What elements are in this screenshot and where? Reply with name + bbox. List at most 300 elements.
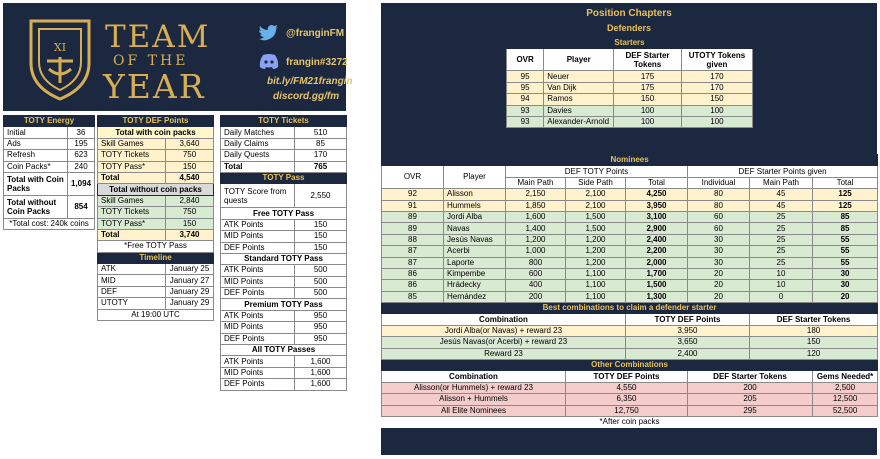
def-points-without-title: Total without coin packs [98,184,214,195]
best-combo: Reward 23 [382,348,626,359]
nominee-ovr: 87 [382,246,444,257]
def-without-value: 750 [166,207,214,218]
starter-player: Alexander-Arnold [544,116,614,127]
starter-tokens: 150 [614,94,682,105]
timeline-row [98,286,214,297]
energy-row [4,138,95,149]
timeline-row [98,264,214,275]
pass-row-label: DEF Points [221,242,295,253]
nominee-ovr: 87 [382,257,444,268]
pass-row [221,288,347,299]
twitter-icon [259,25,279,41]
pass-row-label: DEF Points [221,333,295,344]
pass-score-value: 2,550 [295,184,347,208]
def-without-label: TOTY Pass* [98,218,166,229]
nominee-indiv: 30 [688,246,750,257]
nominee-stotal: 30 [813,268,878,279]
nominee-indiv: 60 [688,211,750,222]
def-without-total-value: 3,740 [166,229,214,240]
nominee-side: 1,500 [566,211,626,222]
def-with-total-label: Total [98,172,166,183]
nominee-row [382,257,878,268]
nominee-side: 1,200 [566,257,626,268]
tickets-row [221,127,347,138]
starter-utoty: 150 [681,94,752,105]
nominee-total: 3,100 [626,211,688,222]
nominee-col-starter-total: Total [813,177,878,188]
pass-section-title: Premium TOTY Pass [221,299,347,310]
best-combo: Jordi Alba(or Navas) + reward 23 [382,325,626,336]
nominee-side: 1,100 [566,291,626,302]
nominee-col-individual: Individual [688,177,750,188]
pass-row-label: MID Points [221,231,295,242]
energy-total-without-value: 854 [68,195,95,218]
energy-label: Initial [4,127,68,138]
pass-row-value: 150 [295,242,347,253]
timeline-label: DEF [98,286,166,297]
toty-shield-logo [27,17,93,101]
twitter-handle[interactable]: @franginFM [286,28,345,39]
nominee-row [382,234,878,245]
def-without-row [98,218,214,229]
def-without-value: 150 [166,218,214,229]
starter-row [507,105,753,116]
toty-tickets-pass-table [220,115,347,391]
tickets-title: TOTY Tickets [221,116,347,127]
nominee-indiv: 20 [688,280,750,291]
other-points: 6,350 [566,394,688,405]
starter-row [507,82,753,93]
nominee-player: Hummels [444,200,506,211]
nominee-side: 2,100 [566,200,626,211]
tickets-value: 170 [295,150,347,161]
nominee-indiv: 20 [688,268,750,279]
nominees-title: Nominees [382,155,878,166]
nominee-main: 2,150 [506,189,566,200]
nominee-side: 1,500 [566,223,626,234]
nominee-stotal: 125 [813,189,878,200]
other-combo-row [382,405,878,416]
def-with-value: 3,640 [166,138,214,149]
pass-row-value: 150 [295,219,347,230]
nominee-stotal: 55 [813,234,878,245]
nominee-col-main-path: Main Path [506,177,566,188]
energy-row [4,161,95,172]
best-points: 2,400 [626,348,750,359]
nominee-stotal: 85 [813,223,878,234]
energy-note: *Total cost: 240k coins [4,218,95,229]
starter-utoty: 100 [681,116,752,127]
nominee-player: Laporte [444,257,506,268]
nominee-indiv: 60 [688,223,750,234]
def-without-row [98,207,214,218]
nominee-main: 1,600 [506,211,566,222]
nominee-row [382,291,878,302]
starter-tokens: 100 [614,105,682,116]
nominee-main: 1,400 [506,223,566,234]
best-combo-row [382,325,878,336]
other-title: Other Combinations [382,360,878,371]
nominee-smain: 25 [750,223,813,234]
toty-energy-table [3,115,95,230]
nominee-ovr: 85 [382,291,444,302]
chapters-subtitle: Defenders [606,23,651,33]
nominee-stotal: 55 [813,257,878,268]
starter-ovr: 95 [507,82,544,93]
tickets-row [221,138,347,149]
starters-col-header: UTOTY Tokens given [681,49,752,71]
pass-row [221,379,347,390]
nominee-stotal: 20 [813,291,878,302]
nominee-indiv: 80 [688,189,750,200]
nominee-player: Hernández [444,291,506,302]
pass-row [221,219,347,230]
tickets-total-label: Total [221,161,295,172]
nominee-main: 400 [506,280,566,291]
timeline-value: January 29 [166,286,214,297]
pass-row-label: MID Points [221,322,295,333]
nominee-main: 200 [506,291,566,302]
discord-handle[interactable]: frangin#3272 [286,57,348,68]
nominee-ovr: 88 [382,234,444,245]
nominee-ovr: 86 [382,280,444,291]
def-with-value: 750 [166,150,214,161]
svg-text:XI: XI [53,41,67,54]
starter-tokens: 175 [614,82,682,93]
pass-row-value: 950 [295,333,347,344]
pass-row-value: 500 [295,265,347,276]
starter-row [507,94,753,105]
other-tokens: 295 [688,405,813,416]
energy-row [4,127,95,138]
other-col-tokens: DEF Starter Tokens [688,371,813,382]
discord-invite-link[interactable]: discord.gg/fm [273,91,340,102]
toty-def-points-table [97,115,214,321]
pass-row-value: 950 [295,310,347,321]
best-combo: Jesús Navas(or Acerbi) + reward 23 [382,337,626,348]
nominee-total: 2,200 [626,246,688,257]
starter-ovr: 95 [507,71,544,82]
nominee-player: Hrádecky [444,280,506,291]
nominee-group-starter-points: DEF Starter Points given [688,166,878,177]
nominee-player: Acerbi [444,246,506,257]
nominee-main: 1,850 [506,200,566,211]
pass-row-value: 150 [295,231,347,242]
other-gems: 52,500 [813,405,878,416]
pass-row-label: ATK Points [221,219,295,230]
starter-player: Van Dijk [544,82,614,93]
pass-row-label: DEF Points [221,288,295,299]
best-col-points: TOTY DEF Points [626,314,750,325]
other-col-combination: Combination [382,371,566,382]
toty-energy-title: TOTY Energy [4,116,95,127]
nominee-col-side-path: Side Path [566,177,626,188]
nominee-stotal: 85 [813,211,878,222]
nominee-smain: 10 [750,280,813,291]
starter-player: Neuer [544,71,614,82]
starter-tokens: 100 [614,116,682,127]
tickets-value: 85 [295,138,347,149]
def-with-row [98,161,214,172]
pass-row [221,265,347,276]
nominee-indiv: 30 [688,257,750,268]
def-with-value: 150 [166,161,214,172]
banner-title-of-the: OF THE [113,53,189,69]
pass-row-label: MID Points [221,276,295,287]
nominee-side: 1,100 [566,268,626,279]
nominee-smain: 25 [750,234,813,245]
nominee-smain: 45 [750,200,813,211]
other-combo: Alisson + Hummels [382,394,566,405]
nominee-total: 3,950 [626,200,688,211]
pass-title: TOTY Pass [221,172,347,183]
other-col-gems: Gems Needed* [813,371,878,382]
nominee-side: 2,100 [566,189,626,200]
nominee-smain: 10 [750,268,813,279]
other-points: 12,750 [566,405,688,416]
energy-value: 623 [68,150,95,161]
nominee-smain: 45 [750,189,813,200]
pass-row [221,310,347,321]
nominee-player: Alisson [444,189,506,200]
starter-player: Davies [544,105,614,116]
tickets-value: 510 [295,127,347,138]
def-with-label: Skill Games [98,138,166,149]
other-col-points: TOTY DEF Points [566,371,688,382]
pass-row-label: DEF Points [221,379,295,390]
timeline-row [98,275,214,286]
pass-row [221,367,347,378]
starters-table [506,37,753,128]
tickets-label: Daily Matches [221,127,295,138]
nominee-row [382,246,878,257]
nominee-indiv: 30 [688,234,750,245]
starter-utoty: 170 [681,82,752,93]
nominee-smain: 25 [750,211,813,222]
other-combo: All Elite Nominees [382,405,566,416]
nominee-side: 1,100 [566,280,626,291]
nominee-player: Jordi Alba [444,211,506,222]
nominee-total: 4,250 [626,189,688,200]
nominee-ovr: 91 [382,200,444,211]
nominee-total: 2,000 [626,257,688,268]
timeline-label: UTOTY [98,298,166,309]
def-points-with-title: Total with coin packs [98,127,214,138]
starters-title: Starters [507,38,753,49]
def-without-value: 2,840 [166,195,214,206]
starter-ovr: 94 [507,94,544,105]
nominee-side: 1,200 [566,246,626,257]
pass-row-value: 1,600 [295,379,347,390]
starter-row [507,116,753,127]
starter-utoty: 170 [681,71,752,82]
other-combo-row [382,382,878,393]
nominee-main: 800 [506,257,566,268]
nominee-stotal: 55 [813,246,878,257]
pass-row [221,276,347,287]
nominee-row [382,211,878,222]
def-with-row [98,150,214,161]
nominees-table [381,154,878,428]
chapters-footnote: *After coin packs [382,416,878,427]
nominee-row [382,280,878,291]
pass-row-value: 500 [295,276,347,287]
energy-value: 36 [68,127,95,138]
discord-icon [259,54,279,70]
nominee-player: Navas [444,223,506,234]
nominee-indiv: 80 [688,200,750,211]
nominee-player: Jesús Navas [444,234,506,245]
best-combo-row [382,337,878,348]
nominee-smain: 0 [750,291,813,302]
nominee-total: 1,700 [626,268,688,279]
energy-total-with-value: 1,094 [68,172,95,195]
best-points: 3,650 [626,337,750,348]
other-tokens: 205 [688,394,813,405]
toty-banner [3,3,353,111]
banner-title-team: TEAM [105,19,211,55]
starters-col-header: OVR [507,49,544,71]
pass-section-title: Standard TOTY Pass [221,253,347,264]
timeline-label: MID [98,275,166,286]
nominee-total: 1,300 [626,291,688,302]
other-combo-row [382,394,878,405]
nominee-col-ovr: OVR [382,166,444,189]
nominee-stotal: 30 [813,280,878,291]
best-points: 3,950 [626,325,750,336]
pass-row-label: ATK Points [221,356,295,367]
def-with-label: TOTY Pass* [98,161,166,172]
tickets-total-value: 765 [295,161,347,172]
pass-row [221,356,347,367]
def-with-row [98,138,214,149]
other-points: 4,550 [566,382,688,393]
pass-section-title: Free TOTY Pass [221,208,347,219]
other-gems: 2,500 [813,382,878,393]
starters-col-header: Player [544,49,614,71]
nominee-main: 1,000 [506,246,566,257]
def-without-total-label: Total [98,229,166,240]
starter-ovr: 93 [507,105,544,116]
nominee-ovr: 86 [382,268,444,279]
starter-player: Ramos [544,94,614,105]
starter-tokens: 175 [614,71,682,82]
nominee-col-total: Total [626,177,688,188]
energy-value: 240 [68,161,95,172]
best-tokens: 150 [750,337,878,348]
best-col-tokens: DEF Starter Tokens [750,314,878,325]
tickets-label: Daily Quests [221,150,295,161]
pass-row-label: ATK Points [221,310,295,321]
pass-score-label: TOTY Score from quests [221,184,295,208]
pass-row-value: 950 [295,322,347,333]
nominee-stotal: 125 [813,200,878,211]
nominee-row [382,223,878,234]
nominee-ovr: 89 [382,211,444,222]
pass-row [221,322,347,333]
pass-row-label: MID Points [221,367,295,378]
nominee-row [382,189,878,200]
nominee-row [382,268,878,279]
best-col-combination: Combination [382,314,626,325]
energy-row [4,150,95,161]
nominee-total: 2,400 [626,234,688,245]
other-gems: 12,500 [813,394,878,405]
position-chapters-panel [381,3,877,455]
nominee-row [382,200,878,211]
pass-row [221,333,347,344]
def-points-title: TOTY DEF Points [98,116,214,127]
starter-utoty: 100 [681,105,752,116]
nominee-col-player: Player [444,166,506,189]
tickets-label: Daily Claims [221,138,295,149]
def-without-row [98,195,214,206]
energy-total-with-label: Total with Coin Packs [4,172,68,195]
def-without-label: Skill Games [98,195,166,206]
timeline-note: At 19:00 UTC [98,309,214,320]
best-tokens: 120 [750,348,878,359]
def-without-label: TOTY Tickets [98,207,166,218]
other-tokens: 200 [688,382,813,393]
timeline-title: Timeline [98,252,214,263]
nominee-side: 1,200 [566,234,626,245]
nominee-player: Kimpembe [444,268,506,279]
nominee-smain: 25 [750,246,813,257]
pass-row-value: 500 [295,288,347,299]
starter-row [507,71,753,82]
nominee-main: 600 [506,268,566,279]
other-combo: Alisson(or Hummels) + reward 23 [382,382,566,393]
timeline-value: January 27 [166,275,214,286]
energy-label: Ads [4,138,68,149]
energy-total-without-label: Total without Coin Packs [4,195,68,218]
nominee-total: 1,500 [626,280,688,291]
energy-label: Coin Packs* [4,161,68,172]
bitly-link[interactable]: bit.ly/FM21frangin [267,76,353,87]
best-combo-row [382,348,878,359]
best-title: Best combinations to claim a defender starter [382,303,878,314]
pass-row-label: ATK Points [221,265,295,276]
nominee-ovr: 89 [382,223,444,234]
timeline-row [98,298,214,309]
def-points-note: *Free TOTY Pass [98,241,214,252]
pass-row-value: 1,600 [295,367,347,378]
nominee-total: 2,900 [626,223,688,234]
nominee-main: 1,200 [506,234,566,245]
chapters-title: Position Chapters [586,8,672,19]
nominee-indiv: 20 [688,291,750,302]
nominee-group-def-points: DEF TOTY Points [506,166,688,177]
timeline-value: January 25 [166,264,214,275]
energy-value: 195 [68,138,95,149]
pass-row-value: 1,600 [295,356,347,367]
pass-section-title: All TOTY Passes [221,345,347,356]
pass-row [221,242,347,253]
starter-ovr: 93 [507,116,544,127]
def-with-label: TOTY Tickets [98,150,166,161]
starters-col-header: DEF Starter Tokens [614,49,682,71]
best-tokens: 180 [750,325,878,336]
timeline-label: ATK [98,264,166,275]
nominee-col-starter-main: Main Path [750,177,813,188]
tickets-row [221,150,347,161]
energy-label: Refresh [4,150,68,161]
banner-title-year: YEAR [103,67,206,106]
def-with-total-value: 4,540 [166,172,214,183]
nominee-smain: 25 [750,257,813,268]
nominee-ovr: 92 [382,189,444,200]
pass-row [221,231,347,242]
